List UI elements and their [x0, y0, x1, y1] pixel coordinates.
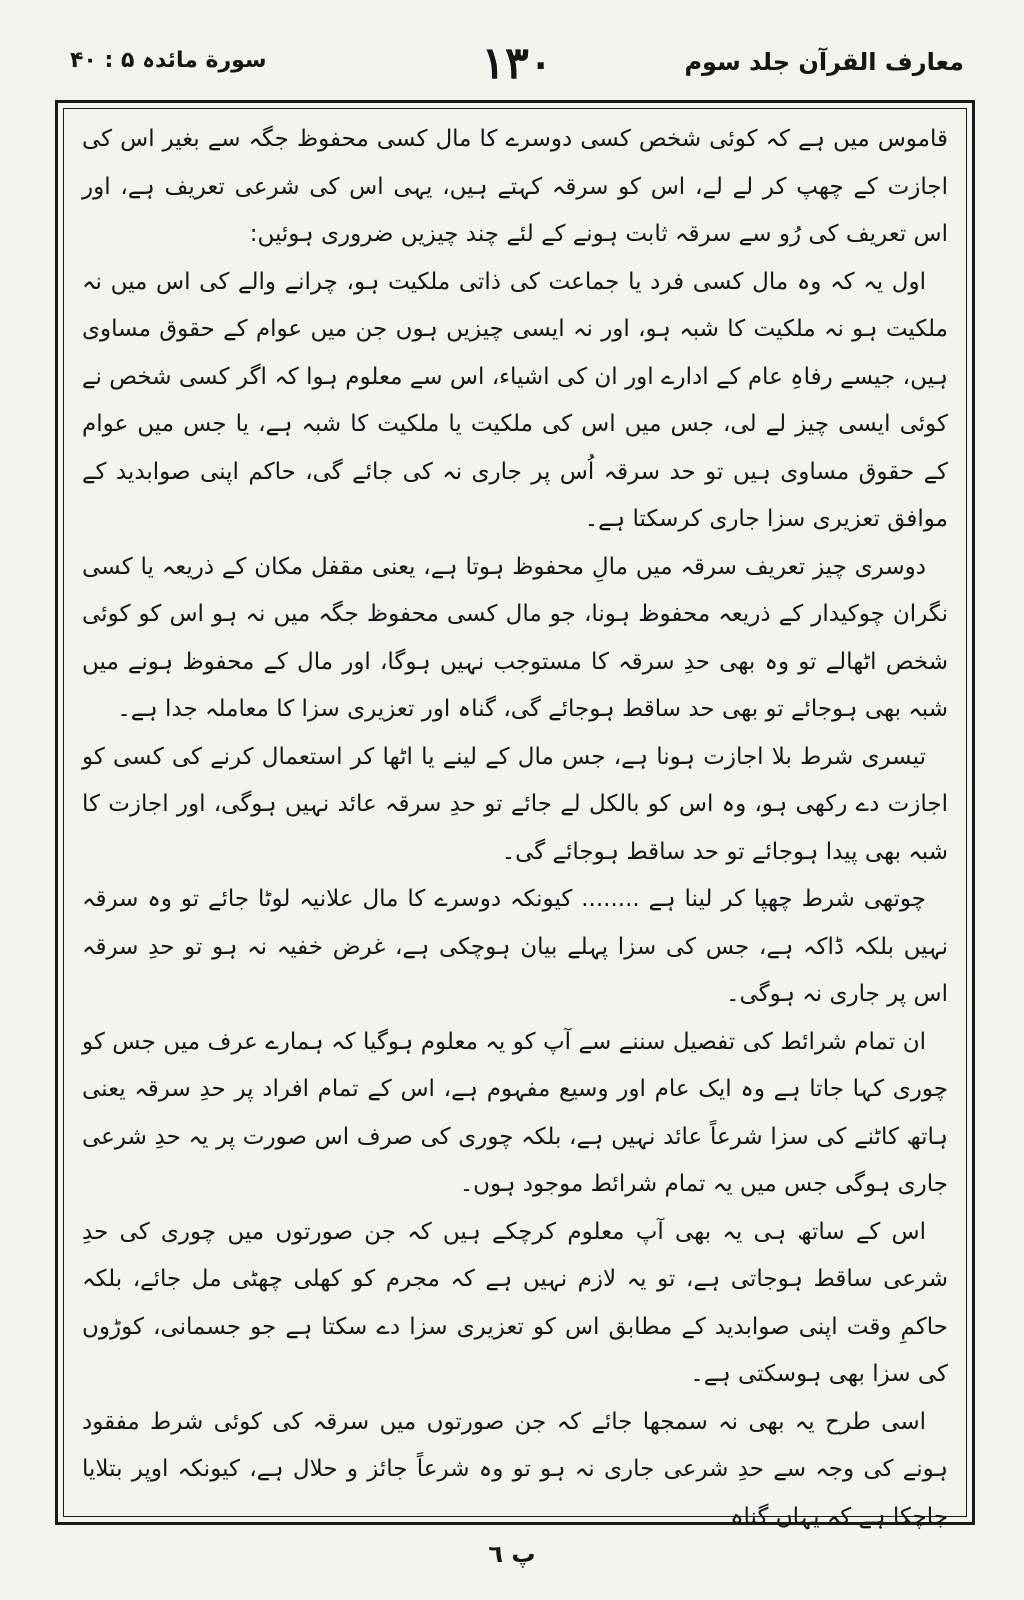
paragraph-definition: قاموس میں ہے کہ کوئی شخص کسی دوسرے کا مال کسی محفوظ جگہ سے بغیر اس کی اجازت کے چھپ کر لے لے، اس کو سرقہ کہتے ہیں، یہی اس کی شرعی تعریف ہے، اور اس تعریف کی رُو سے سرقہ ثابت ہونے کے لئے چند چیزیں ضروری ہوئیں:: [82, 126, 948, 247]
signature-mark: پ ٦: [488, 1540, 536, 1568]
page-header: [70, 38, 964, 93]
paragraph-summary: ان تمام شرائط کی تفصیل سننے سے آپ کو یہ معلوم ہوگیا کہ ہمارے عرف میں جس کو چوری کہا جاتا ہے وہ ایک عام اور وسیع مفہوم ہے، اس کے تمام افراد پر حدِ سرقہ یعنی ہاتھ کاٹنے کی سزا شرعاً عائد نہیں ہے، بلکہ چوری کی صرف اس صورت پر یہ حدِ شرعی جاری ہوگی جس میں یہ تمام شرائط موجود ہوں۔: [82, 1028, 948, 1197]
running-head-surah-reference: سورة مائدہ ۵ : ۴۰: [70, 48, 267, 73]
paragraph-condition-1: اول یہ کہ وہ مال کسی فرد یا جماعت کی ذاتی ملکیت ہو، چرانے والے کی اس میں نہ ملکیت ہو نہ ملکیت کا شبہ ہو، اور نہ ایسی چیزیں ہوں جن میں عوام کے حقوق مساوی ہیں، جیسے رفاہِ عام کے ادارے اور ان کی اشیاء، اس سے معلوم ہوا کہ اگر کسی شخص نے کوئی ایسی چیز لے لی، جس میں اس کی ملکیت یا ملکیت کا شبہ ہے، یا جس میں عوام کے حقوق مساوی ہیں تو حد سرقہ اُس پر جاری نہ کی جائے گی، حاکم اپنی صوابدید کے موافق تعزیری سزا جاری کرسکتا ہے۔: [82, 268, 948, 532]
paragraph-tazir: اس کے ساتھ ہی یہ بھی آپ معلوم کرچکے ہیں کہ جن صورتوں میں چوری کی حدِ شرعی ساقط ہوجاتی ہے، تو یہ لازم نہیں ہے کہ مجرم کو کھلی چھٹی مل جائے، بلکہ حاکمِ وقت اپنی صوابدید کے مطابق اس کو تعزیری سزا دے سکتا ہے جو جسمانی، کوڑوں کی سزا بھی ہوسکتی ہے۔: [82, 1218, 948, 1387]
paragraph-condition-4: چوتھی شرط چھپا کر لینا ہے ........ کیونکہ دوسرے کا مال علانیہ لوٹا جائے تو وہ سرقہ نہیں بلکہ ڈاکہ ہے، جس کی سزا پہلے بیان ہوچکی ہے، غرض خفیہ نہ ہو تو حدِ سرقہ اس پر جاری نہ ہوگی۔: [82, 886, 948, 1007]
paragraph-condition-2: دوسری چیز تعریف سرقہ میں مالِ محفوظ ہوتا ہے، یعنی مقفل مکان کے ذریعہ یا کسی نگران چوکیدار کے ذریعہ محفوظ ہونا، جو مال کسی محفوظ جگہ میں نہ ہو اس کو کوئی شخص اٹھالے تو وہ بھی حدِ سرقہ کا مستوجب نہیں ہوگا، اور مال کے محفوظ ہونے میں شبہ بھی ہوجائے تو بھی حد ساقط ہوجائے گی، گناہ اور تعزیری سزا کا معاملہ جدا ہے۔: [82, 553, 948, 722]
paragraph-caution: اسی طرح یہ بھی نہ سمجھا جائے کہ جن صورتوں میں سرقہ کی کوئی شرط مفقود ہونے کی وجہ سے حدِ شرعی جاری نہ ہو تو وہ شرعاً جائز و حلال ہے، کیونکہ اوپر بتلایا جاچکا ہے کہ یہاں گناہ: [82, 1408, 948, 1530]
page-number: ١٣٠: [481, 38, 553, 89]
paragraph-condition-3: تیسری شرط بلا اجازت ہونا ہے، جس مال کے لینے یا اٹھا کر استعمال کرنے کی کسی کو اجازت دے رکھی ہو، وہ اس کو بالکل لے جائے تو حدِ سرقہ عائد نہیں ہوگی، اور اجازت کا شبہ بھی پیدا ہوجائے تو حد ساقط ہوجائے گی۔: [82, 743, 948, 865]
body-text: [82, 116, 948, 1530]
running-head-book-title: معارف القرآن جلد سوم: [684, 48, 964, 76]
